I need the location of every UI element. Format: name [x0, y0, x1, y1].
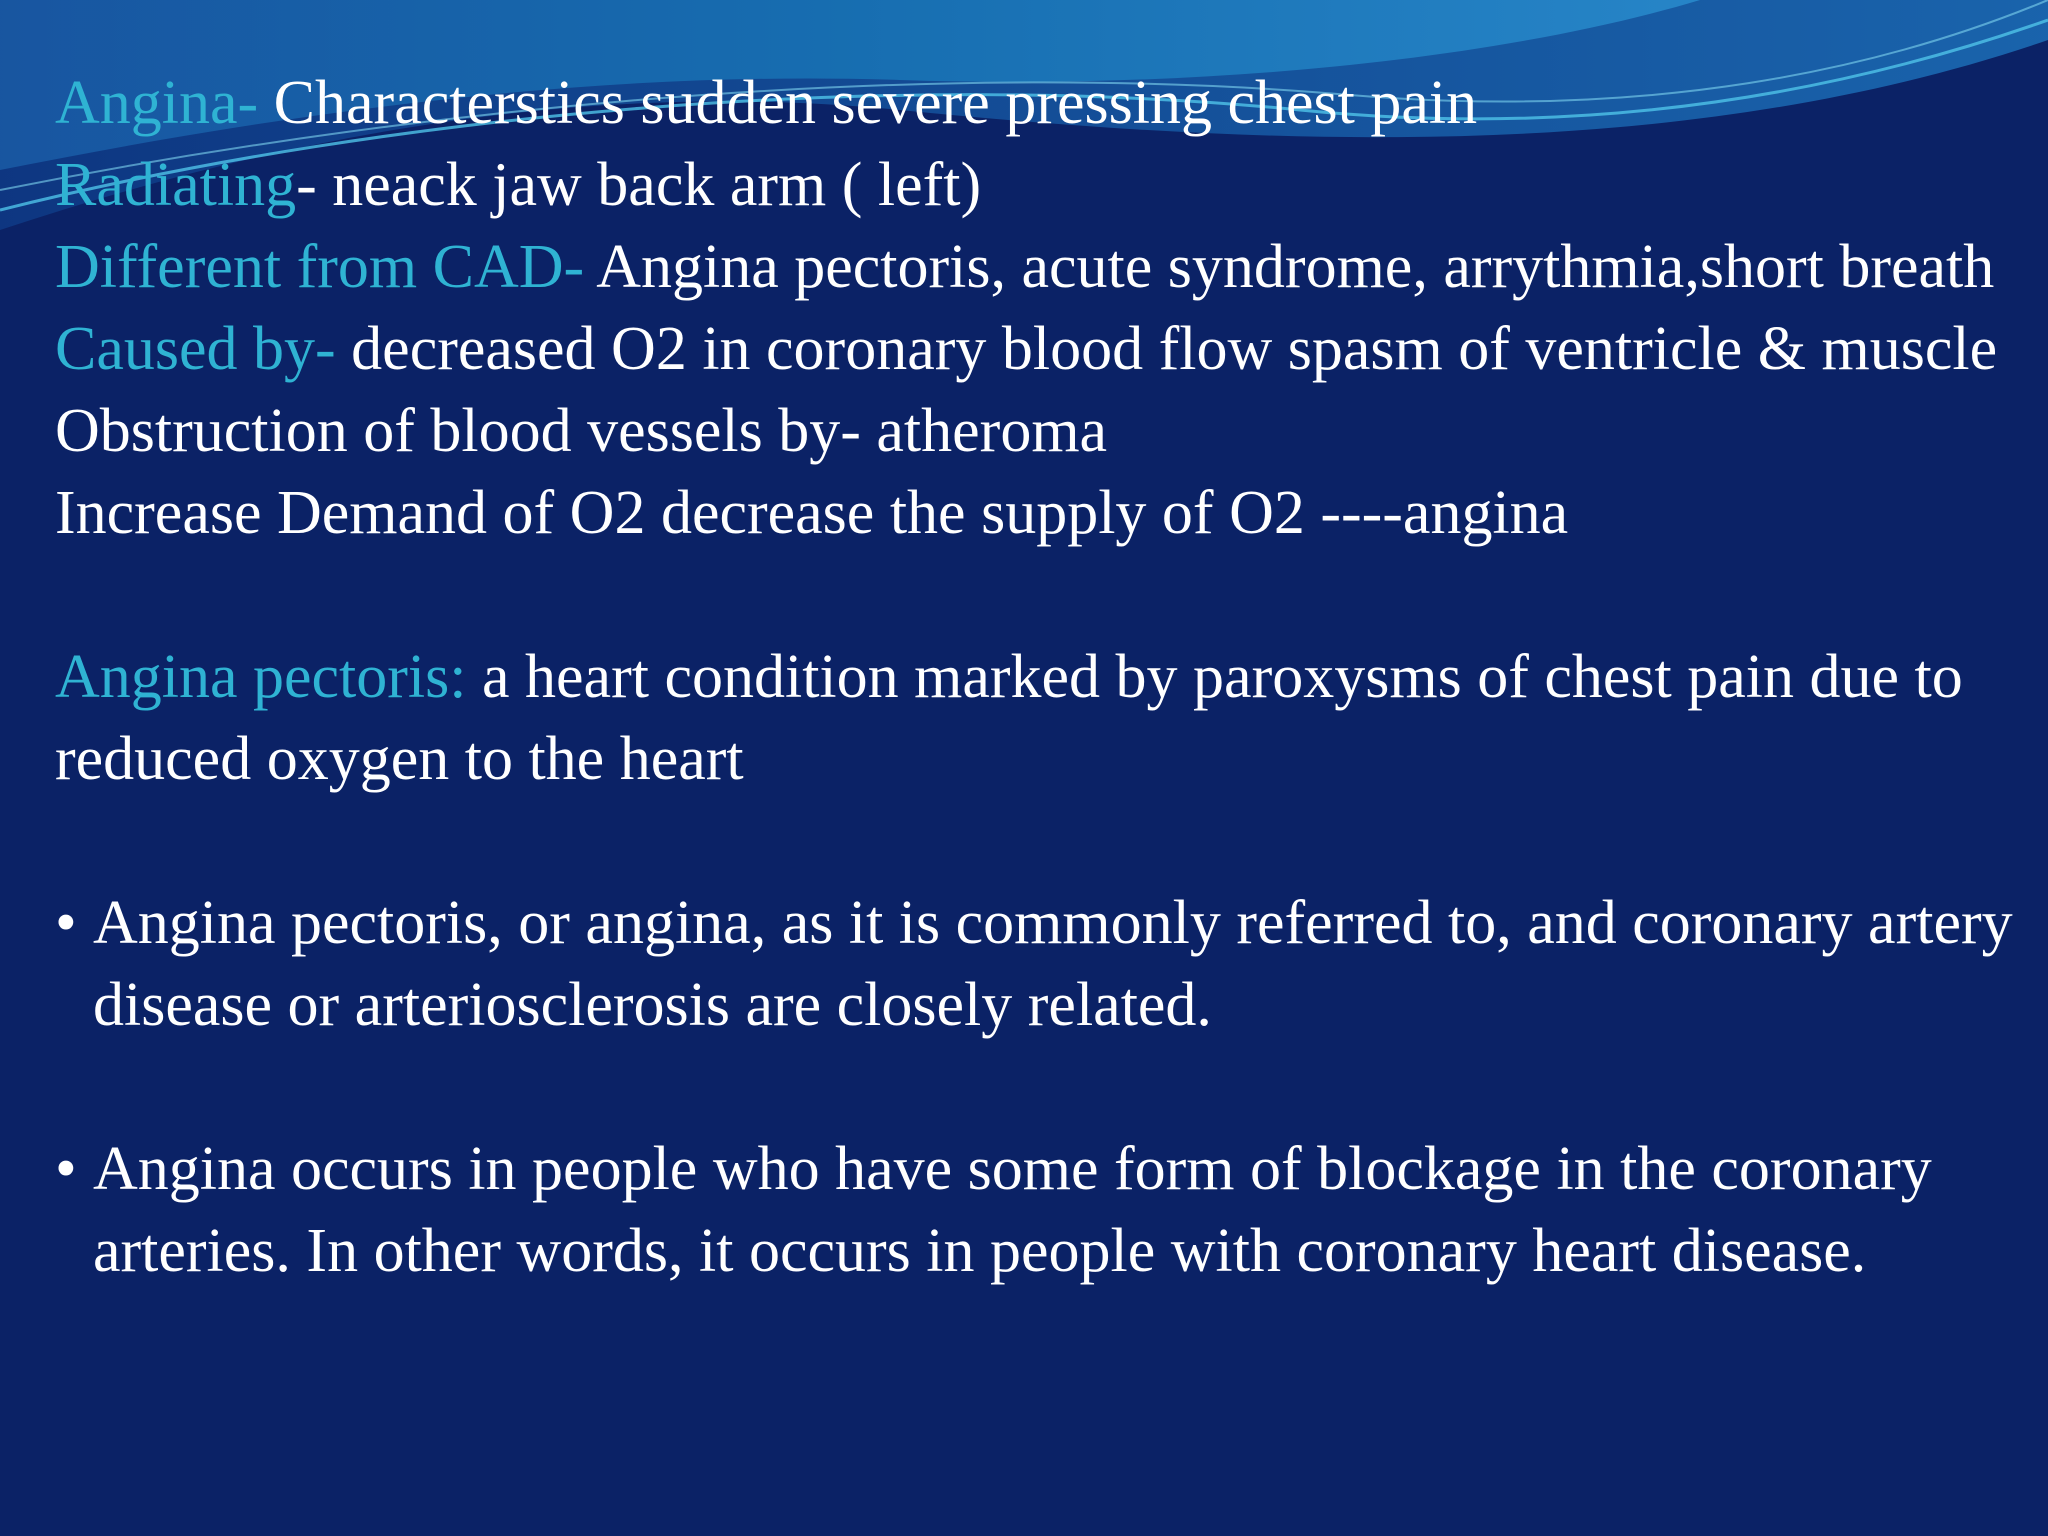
demand-line: Increase Demand of O2 decrease the supply of O2 ----angina: [55, 479, 1569, 547]
caused-text: decreased O2 in coronary blood flow spasm of ventricle & muscle: [335, 315, 1998, 383]
pectoris-label: Angina pectoris:: [55, 643, 467, 711]
angina-line: [55, 62, 2015, 144]
different-line: [55, 226, 2015, 308]
bullet-item: [55, 882, 2015, 1046]
pectoris-text: a heart condition marked by paroxysms of chest pain due to reduced oxygen to the heart: [55, 643, 1963, 793]
obstruction-line: Obstruction of blood vessels by- atheroma: [55, 397, 1108, 465]
slide-content: [55, 62, 2015, 1292]
pectoris-line: [55, 636, 2015, 800]
caused-line: [55, 308, 2015, 390]
angina-label: Angina-: [55, 69, 259, 137]
caused-label: Caused by-: [55, 315, 336, 383]
bullet-item: [55, 1128, 2015, 1292]
bullet-symbol: •: [55, 889, 77, 957]
bullet-text: Angina pectoris, or angina, as it is commonly referred to, and coronary artery disease or arteriosclerosis are closely related.: [93, 889, 2013, 1039]
radiating-label: Radiating: [55, 151, 297, 219]
bullet-text: Angina occurs in people who have some form of blockage in the coronary arteries. In other words, it occurs in people with coronary heart disease.: [93, 1135, 1932, 1285]
different-text: Angina pectoris, acute syndrome, arrythmia,short breath: [584, 233, 1995, 301]
bullet-symbol: •: [55, 1135, 77, 1203]
radiating-text: - neack jaw back arm ( left): [296, 151, 982, 219]
angina-text: Characterstics sudden severe pressing chest pain: [258, 69, 1478, 137]
radiating-line: [55, 144, 2015, 226]
different-label: Different from CAD-: [55, 233, 585, 301]
